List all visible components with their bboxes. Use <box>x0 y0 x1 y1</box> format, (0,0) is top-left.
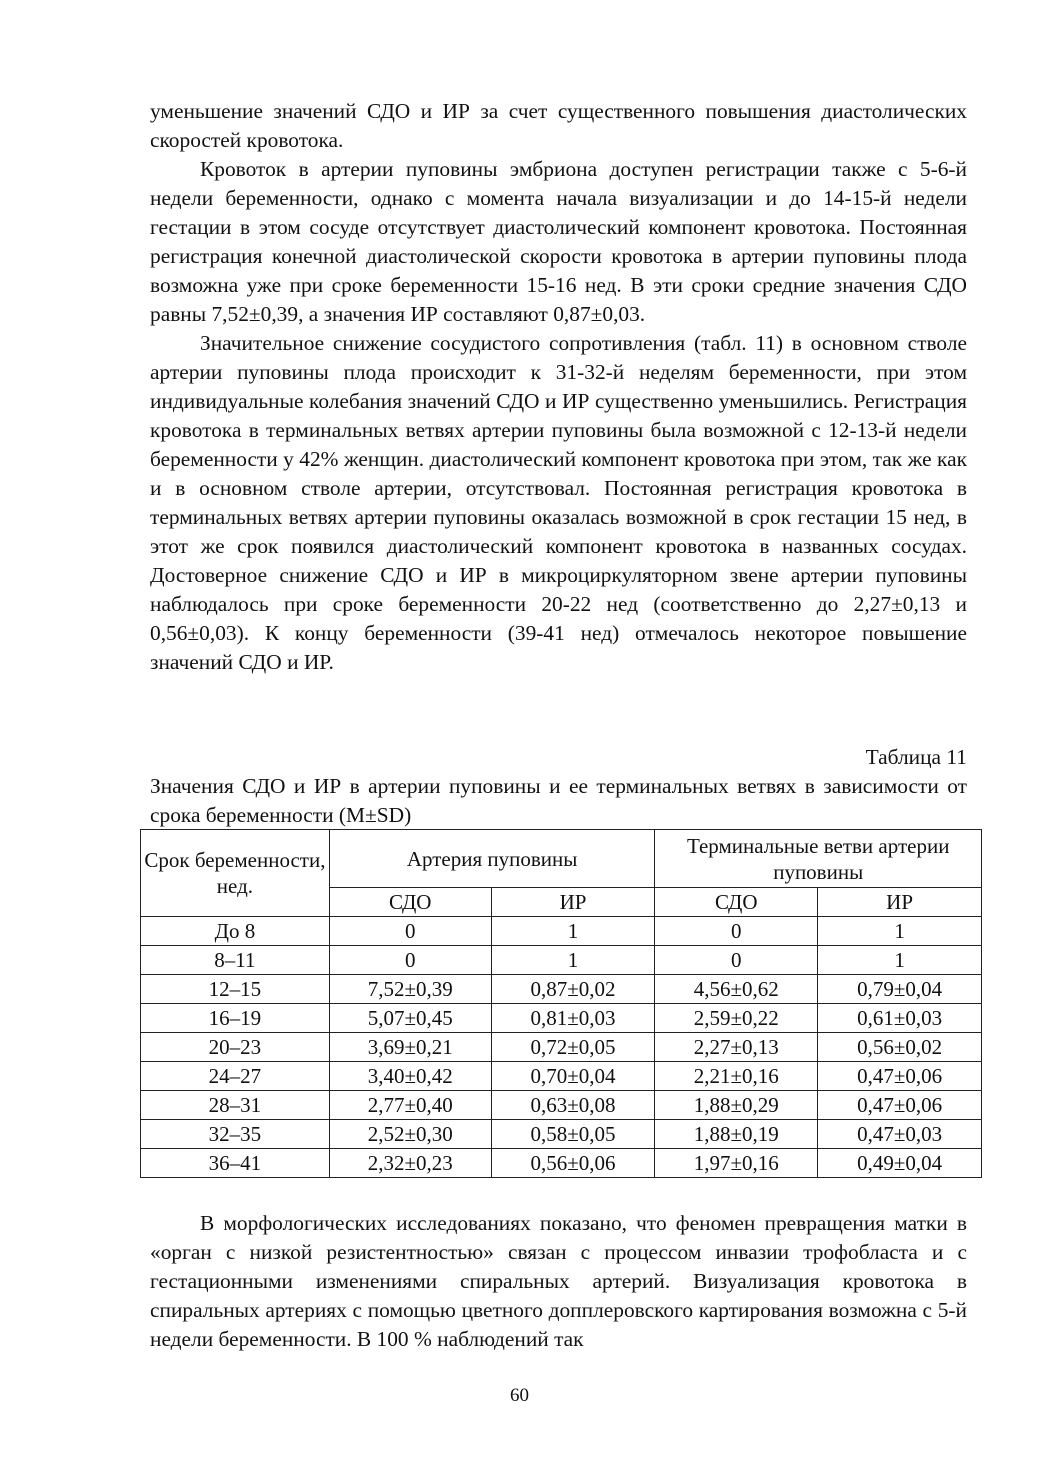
header-sdo-2: СДО <box>655 888 818 917</box>
header-terminal-branches: Терминальные ветви артерии пуповины <box>655 830 982 888</box>
term-cell: 20–23 <box>141 1033 330 1062</box>
value-cell: 1 <box>818 946 982 975</box>
value-cell: 1 <box>818 917 982 946</box>
value-cell: 0,56±0,06 <box>491 1149 655 1178</box>
value-cell: 0 <box>655 946 818 975</box>
value-cell: 0,70±0,04 <box>491 1062 655 1091</box>
value-cell: 0,47±0,06 <box>818 1062 982 1091</box>
value-cell: 0 <box>329 946 491 975</box>
page-number: 60 <box>510 1385 529 1406</box>
table-caption: Значения СДО и ИР в артерии пуповины и ее терминальных ветвях в зависимости от срока беременности (M±SD) <box>150 774 967 827</box>
body-text-top <box>150 97 967 677</box>
table-row <box>141 1120 982 1149</box>
header-ir-2: ИР <box>818 888 982 917</box>
value-cell: 0,81±0,03 <box>491 1004 655 1033</box>
term-cell: До 8 <box>141 917 330 946</box>
paragraph-4: В морфологических исследованиях показано, что феномен превращения матки в «орган с низкой резистентностью» связан с процессом инвазии трофобласта и с гестационными изменениями спиральных артерий. Визуализация кровотока в спиральных артериях с помощью цветного допплеровского картирования возможна с 5-й недели беременности. В 100 % наблюдений так <box>150 1211 967 1351</box>
value-cell: 0,72±0,05 <box>491 1033 655 1062</box>
table-row <box>141 975 982 1004</box>
value-cell: 1 <box>491 917 655 946</box>
table-body <box>141 917 982 1178</box>
value-cell: 0 <box>329 917 491 946</box>
table-row <box>141 917 982 946</box>
value-cell: 0 <box>655 917 818 946</box>
value-cell: 0,47±0,06 <box>818 1091 982 1120</box>
table-row <box>141 1033 982 1062</box>
term-cell: 28–31 <box>141 1091 330 1120</box>
value-cell: 0,61±0,03 <box>818 1004 982 1033</box>
table-row <box>141 1149 982 1178</box>
header-term: Срок беременности, нед. <box>141 830 330 917</box>
value-cell: 1,97±0,16 <box>655 1149 818 1178</box>
body-text-bottom <box>150 1209 967 1354</box>
term-cell: 32–35 <box>141 1120 330 1149</box>
value-cell: 3,69±0,21 <box>329 1033 491 1062</box>
value-cell: 4,56±0,62 <box>655 975 818 1004</box>
term-cell: 8–11 <box>141 946 330 975</box>
paragraph-2: Кровоток в артерии пуповины эмбриона доступен регистрации также с 5-6-й недели беременности, однако с момента начала визуализации и до 14-15-й недели гестации в этом сосуде отсутствует диастолический компонент кровотока. Постоянная регистрация конечной диастолической скорости кровотока в артерии пуповины плода возможна уже при сроке беременности 15-16 нед. В эти сроки средние значения СДО равны 7,52±0,39, а значения ИР составляют 0,87±0,03. <box>150 157 967 326</box>
paragraph-3: Значительное снижение сосудистого сопротивления (табл. 11) в основном стволе артерии пуповины плода происходит к 31-32-й неделям беременности, при этом индивидуальные колебания значений СДО и ИР существенно уменьшились. Регистрация кровотока в терминальных ветвях артерии пуповины была возможной с 12-13-й недели беременности у 42% женщин. диастолический компонент кровотока при этом, так же как и в основном стволе артерии, отсутствовал. Постоянная регистрация кровотока в терминальных ветвях артерии пуповины оказалась возможной в срок гестации 15 нед, в этот же срок появился диастолический компонент кровотока в названных сосудах. Достоверное снижение СДО и ИР в микроциркуляторном звене артерии пуповины наблюдалось при сроке беременности 20-22 нед (соответственно до 2,27±0,13 и 0,56±0,03). К концу беременности (39-41 нед) отмечалось некоторое повышение значений СДО и ИР. <box>150 331 967 674</box>
value-cell: 0,47±0,03 <box>818 1120 982 1149</box>
value-cell: 3,40±0,42 <box>329 1062 491 1091</box>
value-cell: 0,49±0,04 <box>818 1149 982 1178</box>
term-cell: 24–27 <box>141 1062 330 1091</box>
value-cell: 2,59±0,22 <box>655 1004 818 1033</box>
term-cell: 12–15 <box>141 975 330 1004</box>
value-cell: 2,52±0,30 <box>329 1120 491 1149</box>
term-cell: 36–41 <box>141 1149 330 1178</box>
table-row <box>141 946 982 975</box>
value-cell: 2,21±0,16 <box>655 1062 818 1091</box>
value-cell: 0,79±0,04 <box>818 975 982 1004</box>
term-cell: 16–19 <box>141 1004 330 1033</box>
table-number: Таблица 11 <box>865 745 967 769</box>
paragraph-1: уменьшение значений СДО и ИР за счет существенного повышения диастолических скоростей кровотока. <box>150 99 967 152</box>
header-ir-1: ИР <box>491 888 655 917</box>
value-cell: 7,52±0,39 <box>329 975 491 1004</box>
data-table <box>140 829 982 1178</box>
value-cell: 1,88±0,19 <box>655 1120 818 1149</box>
value-cell: 2,32±0,23 <box>329 1149 491 1178</box>
header-umbilical-artery: Артерия пуповины <box>329 830 655 888</box>
header-sdo-1: СДО <box>329 888 491 917</box>
table-row <box>141 1062 982 1091</box>
value-cell: 1 <box>491 946 655 975</box>
value-cell: 2,27±0,13 <box>655 1033 818 1062</box>
value-cell: 1,88±0,29 <box>655 1091 818 1120</box>
value-cell: 0,87±0,02 <box>491 975 655 1004</box>
table-row <box>141 1091 982 1120</box>
table-row <box>141 1004 982 1033</box>
value-cell: 0,56±0,02 <box>818 1033 982 1062</box>
value-cell: 0,63±0,08 <box>491 1091 655 1120</box>
value-cell: 0,58±0,05 <box>491 1120 655 1149</box>
value-cell: 2,77±0,40 <box>329 1091 491 1120</box>
value-cell: 5,07±0,45 <box>329 1004 491 1033</box>
